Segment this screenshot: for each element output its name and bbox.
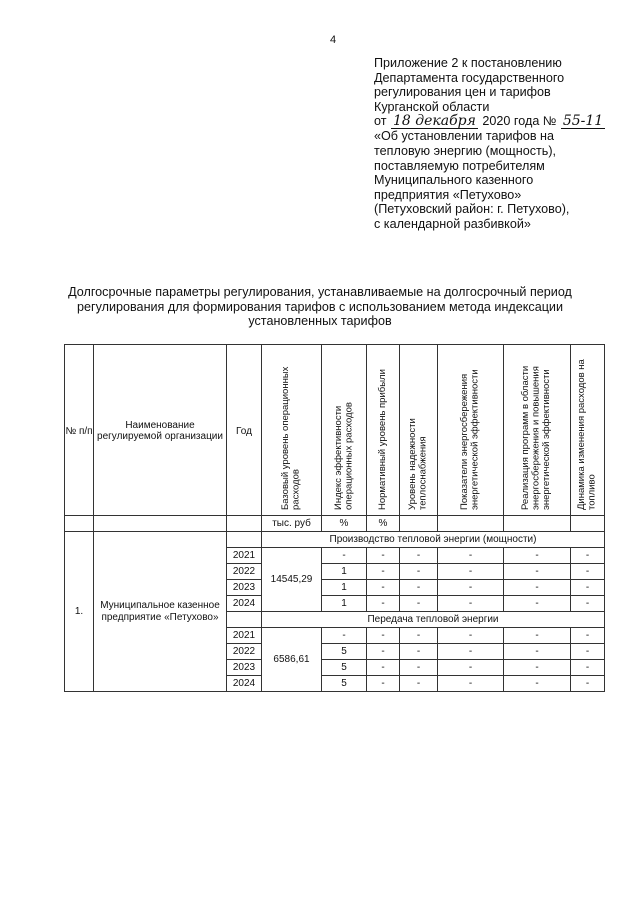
fuel-cell: -	[571, 580, 605, 596]
unit-index: %	[322, 516, 367, 532]
programs-cell: -	[504, 596, 571, 612]
handwritten-number: 55-11	[562, 113, 604, 130]
energy-cell: -	[438, 628, 504, 644]
year-cell: 2023	[227, 660, 262, 676]
energy-cell: -	[438, 548, 504, 564]
year-cell: 2023	[227, 580, 262, 596]
profit-cell: -	[367, 660, 400, 676]
unit-base: тыс. руб	[262, 516, 322, 532]
appendix-line: Департамента государственного	[374, 70, 565, 85]
energy-cell: -	[438, 564, 504, 580]
profit-cell: -	[367, 580, 400, 596]
index-cell: 5	[322, 660, 367, 676]
reliability-cell: -	[400, 628, 438, 644]
section-spacer	[227, 532, 262, 548]
title-line: установленных тарифов	[248, 314, 392, 329]
units-empty	[571, 516, 605, 532]
header-base: Базовый уровень операционных расходов	[280, 366, 302, 510]
profit-cell: -	[367, 644, 400, 660]
fuel-cell: -	[571, 660, 605, 676]
appendix-header	[374, 56, 624, 232]
programs-cell: -	[504, 676, 571, 692]
units-empty	[504, 516, 571, 532]
header-profit: Нормативный уровень прибыли	[376, 369, 388, 510]
programs-cell: -	[504, 580, 571, 596]
appendix-line: поставляемую потребителям	[374, 158, 545, 173]
energy-cell: -	[438, 596, 504, 612]
reliability-cell: -	[400, 596, 438, 612]
fuel-cell: -	[571, 596, 605, 612]
page-number: 4	[330, 34, 337, 46]
index-cell: 1	[322, 580, 367, 596]
appendix-line: «Об установлении тарифов на	[374, 129, 555, 144]
appendix-line: регулирования цен и тарифов	[374, 85, 551, 100]
document-title	[40, 285, 600, 329]
reliability-cell: -	[400, 580, 438, 596]
header-profit-cell	[367, 345, 400, 516]
energy-cell: -	[438, 660, 504, 676]
programs-cell: -	[504, 564, 571, 580]
header-organization: Наименование регулируемой организации	[94, 345, 227, 516]
units-empty	[438, 516, 504, 532]
appendix-line: предприятия «Петухово»	[374, 187, 522, 202]
profit-cell: -	[367, 596, 400, 612]
index-cell: 1	[322, 596, 367, 612]
reliability-cell: -	[400, 676, 438, 692]
organization-name: Муниципальное казенное предприятие «Петухово»	[94, 532, 227, 692]
header-reliability: Уровень надежности теплоснабжения	[407, 418, 429, 510]
programs-cell: -	[504, 548, 571, 564]
year-cell: 2021	[227, 628, 262, 644]
units-empty	[227, 516, 262, 532]
fuel-cell: -	[571, 548, 605, 564]
from-label: от	[374, 114, 387, 129]
fuel-cell: -	[571, 644, 605, 660]
profit-cell: -	[367, 676, 400, 692]
header-programs: Реализация программ в области энергосбережения и повышения энергетической эффективности	[520, 365, 553, 510]
appendix-date-line	[374, 114, 624, 129]
energy-cell: -	[438, 676, 504, 692]
programs-cell: -	[504, 628, 571, 644]
header-number: № п/п	[65, 345, 94, 516]
units-empty	[94, 516, 227, 532]
reliability-cell: -	[400, 564, 438, 580]
programs-cell: -	[504, 660, 571, 676]
handwritten-date: 18 декабря	[393, 113, 476, 130]
appendix-line: Приложение 2 к постановлению	[374, 56, 562, 70]
header-index-cell	[322, 345, 367, 516]
year-cell: 2022	[227, 644, 262, 660]
year-cell: 2022	[227, 564, 262, 580]
header-index: Индекс эффективности операционных расходов	[332, 402, 354, 510]
base-value: 14545,29	[262, 548, 322, 612]
unit-profit: %	[367, 516, 400, 532]
header-year: Год	[227, 345, 262, 516]
year-cell: 2021	[227, 548, 262, 564]
year-text: 2020 года №	[482, 114, 557, 129]
title-line: Долгосрочные параметры регулирования, устанавливаемые на долгосрочный период	[68, 285, 572, 299]
title-line: регулирования для формирования тарифов с использованием метода индексации	[77, 299, 563, 314]
fuel-cell: -	[571, 628, 605, 644]
fuel-cell: -	[571, 564, 605, 580]
reliability-cell: -	[400, 548, 438, 564]
header-base-cell	[262, 345, 322, 516]
year-cell: 2024	[227, 676, 262, 692]
appendix-line: Муниципального казенного	[374, 173, 534, 188]
header-energy-cell	[438, 345, 504, 516]
index-cell: 5	[322, 644, 367, 660]
appendix-line: тепловую энергию (мощность),	[374, 143, 557, 158]
fuel-cell: -	[571, 676, 605, 692]
units-empty	[65, 516, 94, 532]
section-title: Передача тепловой энергии	[262, 612, 605, 628]
base-value: 6586,61	[262, 628, 322, 692]
energy-cell: -	[438, 580, 504, 596]
parameters-table	[64, 344, 605, 692]
header-fuel-cell	[571, 345, 605, 516]
index-cell: -	[322, 548, 367, 564]
reliability-cell: -	[400, 660, 438, 676]
header-programs-cell	[504, 345, 571, 516]
header-energy: Показатели энергосбережения энергетической эффективности	[459, 369, 481, 510]
programs-cell: -	[504, 644, 571, 660]
profit-cell: -	[367, 564, 400, 580]
appendix-line: (Петуховский район: г. Петухово),	[374, 202, 570, 217]
profit-cell: -	[367, 548, 400, 564]
index-cell: 5	[322, 676, 367, 692]
row-number: 1.	[65, 532, 94, 692]
appendix-line: с календарной разбивкой»	[374, 216, 531, 231]
header-reliability-cell	[400, 345, 438, 516]
energy-cell: -	[438, 644, 504, 660]
index-cell: 1	[322, 564, 367, 580]
header-fuel: Динамика изменения расходов на топливо	[576, 359, 598, 510]
section-spacer	[227, 612, 262, 628]
appendix-line: Курганской области	[374, 99, 490, 114]
units-empty	[400, 516, 438, 532]
index-cell: -	[322, 628, 367, 644]
reliability-cell: -	[400, 644, 438, 660]
year-cell: 2024	[227, 596, 262, 612]
profit-cell: -	[367, 628, 400, 644]
section-title: Производство тепловой энергии (мощности)	[262, 532, 605, 548]
